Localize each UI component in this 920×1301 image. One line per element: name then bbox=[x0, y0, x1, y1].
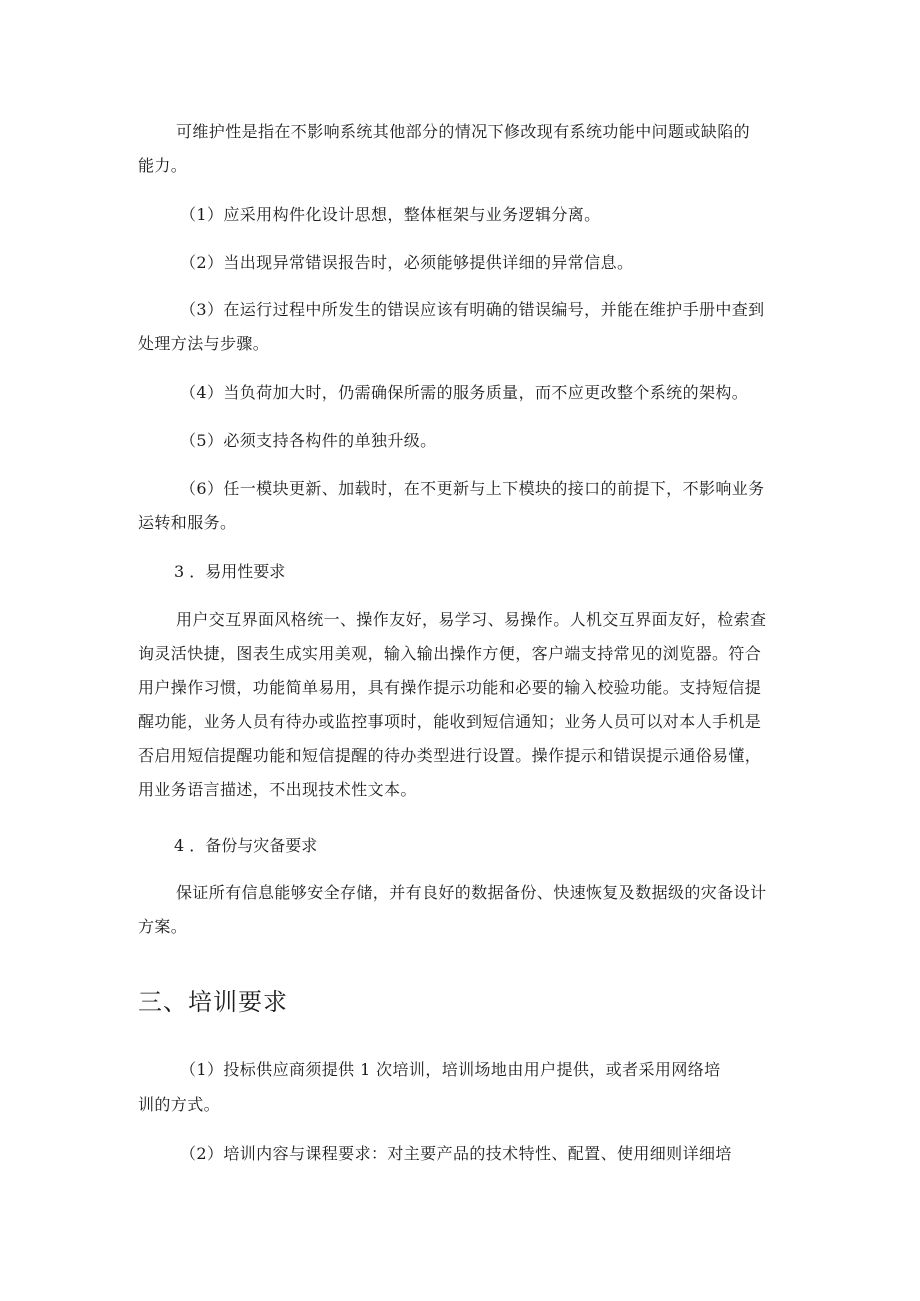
training-section-title: 三、培训要求 bbox=[138, 988, 288, 1016]
maintainability-item-5: （5）必须支持各构件的单独升级。 bbox=[180, 431, 437, 450]
maintainability-item-3-line2: 处理方法与步骤。 bbox=[138, 334, 270, 353]
maintainability-intro-line2: 能力。 bbox=[138, 156, 188, 175]
maintainability-item-6-line2: 运转和服务。 bbox=[138, 513, 237, 532]
usability-heading: 3 ．易用性要求 bbox=[174, 562, 286, 581]
maintainability-item-1: （1）应采用构件化设计思想，整体框架与业务逻辑分离。 bbox=[180, 205, 601, 224]
backup-line-1: 保证所有信息能够安全存储，并有良好的数据备份、快速恢复及数据级的灾备设计 bbox=[176, 883, 767, 902]
usability-line-1: 用户交互界面风格统一、操作友好，易学习、易操作。人机交互界面友好，检索查 bbox=[176, 610, 767, 629]
usability-line-3: 用户操作习惯，功能简单易用，具有操作提示功能和必要的输入校验功能。支持短信提 bbox=[138, 678, 762, 697]
maintainability-item-2: （2）当出现异常错误报告时，必须能够提供详细的异常信息。 bbox=[180, 253, 634, 272]
backup-line-2: 方案。 bbox=[138, 917, 188, 936]
maintainability-intro-line1: 可维护性是指在不影响系统其他部分的情况下修改现有系统功能中问题或缺陷的 bbox=[176, 122, 751, 141]
training-item-1-line1: （1）投标供应商须提供 1 次培训，培训场地由用户提供，或者采用网络培 bbox=[180, 1060, 721, 1079]
usability-line-2: 询灵活快捷，图表生成实用美观，输入输出操作方便，客户端支持常见的浏览器。符合 bbox=[138, 644, 762, 663]
backup-heading: 4 ．备份与灾备要求 bbox=[174, 836, 318, 855]
training-item-2-line1: （2）培训内容与课程要求：对主要产品的技术特性、配置、使用细则详细培 bbox=[180, 1144, 732, 1163]
usability-line-4: 醒功能，业务人员有待办或监控事项时，能收到短信通知；业务人员可以对本人手机是 bbox=[138, 712, 762, 731]
maintainability-item-4: （4）当负荷加大时，仍需确保所需的服务质量，而不应更改整个系统的架构。 bbox=[180, 383, 749, 402]
usability-line-6: 用业务语言描述，不出现技术性文本。 bbox=[138, 780, 417, 799]
training-item-1-line2: 训的方式。 bbox=[138, 1095, 221, 1114]
usability-line-5: 否启用短信提醒功能和短信提醒的待办类型进行设置。操作提示和错误提示通俗易懂， bbox=[138, 746, 762, 765]
maintainability-item-6-line1: （6）任一模块更新、加载时，在不更新与上下模块的接口的前提下，不影响业务 bbox=[180, 479, 765, 498]
maintainability-item-3-line1: （3）在运行过程中所发生的错误应该有明确的错误编号，并能在维护手册中查到 bbox=[180, 300, 765, 319]
